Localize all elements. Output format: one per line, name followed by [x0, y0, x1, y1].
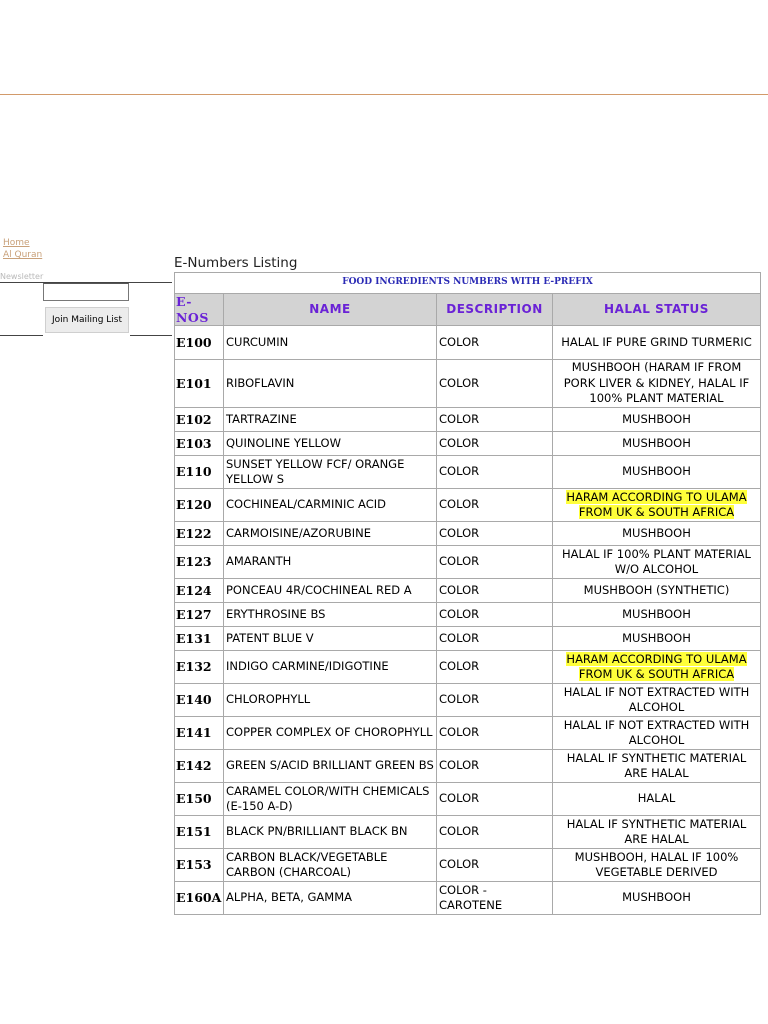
halal-status-cell: MUSHBOOH: [553, 432, 761, 456]
highlighted-status-text: HARAM ACCORDING TO ULAMA FROM UK & SOUTH AFRICA: [566, 489, 747, 519]
name-cell: INDIGO CARMINE/IDIGOTINE: [224, 651, 437, 684]
name-cell: CARBON BLACK/VEGETABLE CARBON (CHARCOAL): [224, 849, 437, 882]
name-cell: TARTRAZINE: [224, 408, 437, 432]
table-row: [175, 627, 761, 651]
table-row: [175, 522, 761, 546]
name-cell: BLACK PN/BRILLIANT BLACK BN: [224, 816, 437, 849]
halal-status-cell: HALAL IF PURE GRIND TURMERIC: [553, 326, 761, 360]
table-row: [175, 750, 761, 783]
e-number-cell: E142: [175, 750, 224, 783]
halal-status-cell: MUSHBOOH: [553, 522, 761, 546]
description-cell: COLOR: [437, 432, 553, 456]
newsletter-label: Newsletter: [0, 272, 44, 281]
e-number-cell: E131: [175, 627, 224, 651]
table-row: [175, 717, 761, 750]
name-cell: ALPHA, BETA, GAMMA: [224, 882, 437, 915]
e-number-cell: E110: [175, 456, 224, 489]
e-number-cell: E101: [175, 360, 224, 408]
name-cell: CURCUMIN: [224, 326, 437, 360]
e-number-cell: E153: [175, 849, 224, 882]
description-cell: COLOR: [437, 456, 553, 489]
name-cell: AMARANTH: [224, 546, 437, 579]
description-cell: COLOR: [437, 408, 553, 432]
description-cell: COLOR: [437, 522, 553, 546]
nav-link-al-quran[interactable]: Al Quran: [3, 250, 43, 260]
halal-status-cell: [553, 651, 761, 684]
e-number-cell: E122: [175, 522, 224, 546]
name-cell: RIBOFLAVIN: [224, 360, 437, 408]
description-cell: COLOR: [437, 717, 553, 750]
halal-status-cell: HALAL IF 100% PLANT MATERIAL W/O ALCOHOL: [553, 546, 761, 579]
table-row: [175, 684, 761, 717]
name-cell: PONCEAU 4R/COCHINEAL RED A: [224, 579, 437, 603]
halal-status-cell: MUSHBOOH: [553, 408, 761, 432]
e-number-cell: E160A: [175, 882, 224, 915]
table-row: [175, 816, 761, 849]
table-row: [175, 489, 761, 522]
description-cell: COLOR: [437, 816, 553, 849]
description-cell: COLOR: [437, 360, 553, 408]
halal-status-cell: MUSHBOOH, HALAL IF 100% VEGETABLE DERIVED: [553, 849, 761, 882]
halal-status-cell: HALAL IF SYNTHETIC MATERIAL ARE HALAL: [553, 816, 761, 849]
join-mailing-list-button[interactable]: Join Mailing List: [45, 307, 129, 333]
name-cell: GREEN S/ACID BRILLIANT GREEN BS: [224, 750, 437, 783]
e-number-cell: E103: [175, 432, 224, 456]
table-caption-row: [175, 273, 761, 294]
name-cell: ERYTHROSINE BS: [224, 603, 437, 627]
table-row: [175, 603, 761, 627]
halal-status-cell: MUSHBOOH: [553, 456, 761, 489]
e-number-cell: E120: [175, 489, 224, 522]
header-name: NAME: [224, 294, 437, 326]
name-cell: CARAMEL COLOR/WITH CHEMICALS (E-150 A-D): [224, 783, 437, 816]
name-cell: COCHINEAL/CARMINIC ACID: [224, 489, 437, 522]
description-cell: COLOR: [437, 326, 553, 360]
table-row: [175, 882, 761, 915]
e-numbers-table: [174, 272, 761, 915]
halal-status-cell: HALAL: [553, 783, 761, 816]
header-description: DESCRIPTION: [437, 294, 553, 326]
newsletter-bottom-rule-right: [130, 335, 172, 336]
e-number-cell: E151: [175, 816, 224, 849]
e-number-cell: E102: [175, 408, 224, 432]
nav-link-home[interactable]: Home: [3, 238, 30, 248]
newsletter-bottom-rule-left: [0, 335, 43, 336]
e-number-cell: E123: [175, 546, 224, 579]
name-cell: SUNSET YELLOW FCF/ ORANGE YELLOW S: [224, 456, 437, 489]
description-cell: COLOR: [437, 627, 553, 651]
table-row: [175, 360, 761, 408]
e-number-cell: E132: [175, 651, 224, 684]
page-title: E-Numbers Listing: [174, 255, 298, 271]
halal-status-cell: MUSHBOOH: [553, 882, 761, 915]
e-number-cell: E141: [175, 717, 224, 750]
table-row: [175, 408, 761, 432]
name-cell: COPPER COMPLEX OF CHOROPHYLL: [224, 717, 437, 750]
e-number-cell: E127: [175, 603, 224, 627]
description-cell: COLOR: [437, 489, 553, 522]
table-row: [175, 579, 761, 603]
name-cell: QUINOLINE YELLOW: [224, 432, 437, 456]
side-navigation: [0, 237, 172, 347]
table-header-row: [175, 294, 761, 326]
halal-status-cell: MUSHBOOH: [553, 603, 761, 627]
e-number-cell: E140: [175, 684, 224, 717]
table-row: [175, 456, 761, 489]
table-row: [175, 651, 761, 684]
e-number-cell: E124: [175, 579, 224, 603]
table-caption: FOOD INGREDIENTS NUMBERS WITH E-PREFIX: [175, 273, 761, 294]
halal-status-cell: HALAL IF NOT EXTRACTED WITH ALCOHOL: [553, 684, 761, 717]
table-row: [175, 432, 761, 456]
header-e-nos: E-NOS: [175, 294, 224, 326]
e-number-cell: E150: [175, 783, 224, 816]
name-cell: CHLOROPHYLL: [224, 684, 437, 717]
table-row: [175, 849, 761, 882]
halal-status-cell: [553, 489, 761, 522]
highlighted-status-text: HARAM ACCORDING TO ULAMA FROM UK & SOUTH AFRICA: [566, 651, 747, 681]
description-cell: COLOR: [437, 849, 553, 882]
description-cell: COLOR: [437, 651, 553, 684]
table-row: [175, 326, 761, 360]
table-row: [175, 783, 761, 816]
e-number-cell: E100: [175, 326, 224, 360]
description-cell: COLOR - CAROTENE: [437, 882, 553, 915]
table-row: [175, 546, 761, 579]
halal-status-cell: MUSHBOOH: [553, 627, 761, 651]
description-cell: COLOR: [437, 579, 553, 603]
description-cell: COLOR: [437, 603, 553, 627]
top-divider: [0, 94, 768, 95]
description-cell: COLOR: [437, 546, 553, 579]
halal-status-cell: HALAL IF NOT EXTRACTED WITH ALCOHOL: [553, 717, 761, 750]
description-cell: COLOR: [437, 783, 553, 816]
name-cell: PATENT BLUE V: [224, 627, 437, 651]
halal-status-cell: MUSHBOOH (HARAM IF FROM PORK LIVER & KIDNEY, HALAL IF 100% PLANT MATERIAL: [553, 360, 761, 408]
newsletter-email-input[interactable]: [43, 283, 129, 301]
header-halal-status: HALAL STATUS: [553, 294, 761, 326]
description-cell: COLOR: [437, 750, 553, 783]
halal-status-cell: MUSHBOOH (SYNTHETIC): [553, 579, 761, 603]
halal-status-cell: HALAL IF SYNTHETIC MATERIAL ARE HALAL: [553, 750, 761, 783]
name-cell: CARMOISINE/AZORUBINE: [224, 522, 437, 546]
description-cell: COLOR: [437, 684, 553, 717]
